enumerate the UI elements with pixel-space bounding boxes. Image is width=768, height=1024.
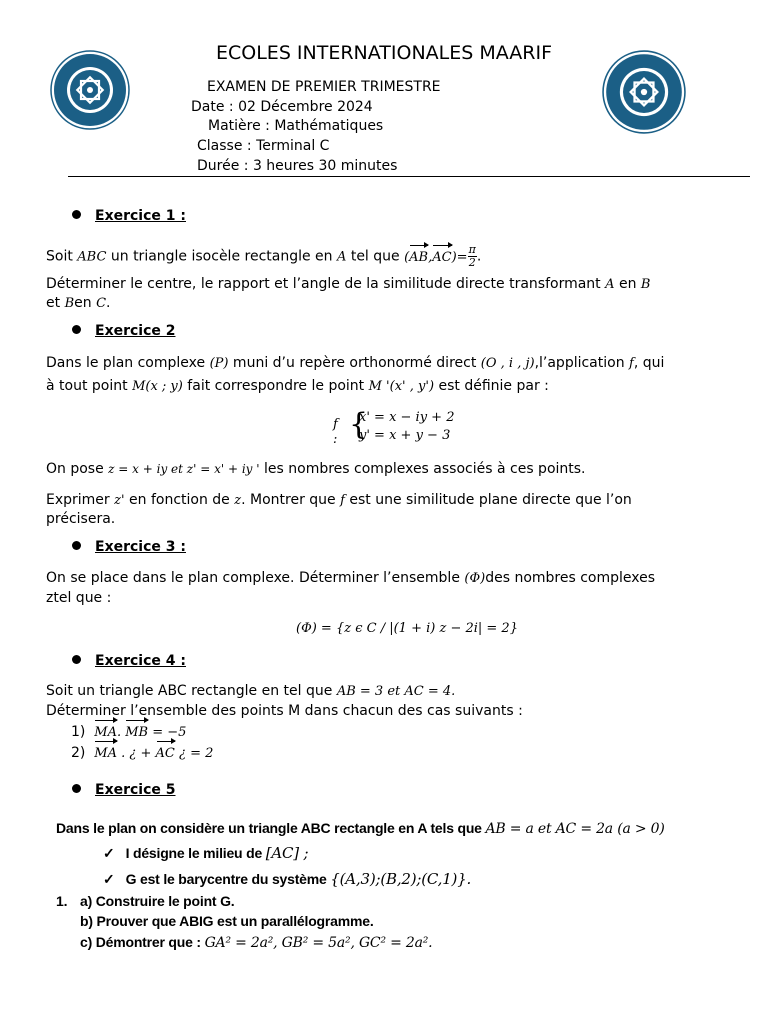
exercise-4-line-2: Déterminer l’ensemble des points M dans chacun des cas suivants : (46, 703, 523, 719)
exercise-2-line-1: Dans le plan complexe (P) muni d’u repère orthonormé direct (O , i , j),l’application f, qui (46, 355, 665, 371)
exercise-4-line-1: Soit un triangle ABC rectangle en tel que AB = 3 et AC = 4. (46, 683, 456, 699)
exercise-3-line-2: ztel que : (46, 590, 112, 606)
exam-subject: Matière : Mathématiques (208, 118, 384, 134)
check-icon: ✓ (103, 845, 115, 861)
exercise-1-line-1: Soit ABC un triangle isocèle rectangle en A tel que (AB,AC)= $\frac{\pi}{2}$ . (46, 243, 482, 269)
exercise-5-question-number: 1. (56, 893, 68, 909)
header-divider (68, 176, 750, 177)
exercise-2-line-5: précisera. (46, 511, 116, 527)
exercise-5-question-a: a) Construire le point G. (80, 893, 235, 909)
exercise-5-line-1: Dans le plan on considère un triangle ABC rectangle en A tels que AB = a et AC = 2a (a > 0) (56, 820, 665, 837)
exercise-3-line-1: On se place dans le plan complexe. Déterminer l’ensemble (Φ)des nombres complexes (46, 570, 656, 586)
exercise-2-line-4: Exprimer z' en fonction de z. Montrer que f est une similitude plane directe que l’on (46, 492, 632, 508)
exercise-4-item-1: 1) MA. MB = −5 (71, 722, 186, 743)
exercise-5-check-1: ✓ I désigne le milieu de [AC] ; (103, 844, 309, 862)
exercise-3-formula: (Φ) = {z ϵ C / |(1 + i) z − 2i| = 2} (296, 621, 518, 636)
bullet-icon (72, 210, 81, 219)
exercise-5-heading: Exercice 5 (72, 782, 176, 798)
exam-duration: Durée : 3 heures 30 minutes (197, 158, 398, 174)
exam-class: Classe : Terminal C (197, 138, 330, 154)
exercise-5-question-c: c) Démontrer que : GA² = 2a², GB² = 5a², GC² = 2a². (80, 934, 433, 951)
exercise-1-line-2: Déterminer le centre, le rapport et l’angle de la similitude directe transformant A en B (46, 276, 651, 292)
exercise-5-check-2: ✓ G est le barycentre du système {(A,3);(B,2);(C,1)}. (103, 870, 472, 888)
exercise-1-heading: Exercice 1 : (72, 208, 186, 224)
bullet-icon (72, 655, 81, 664)
exercise-3-heading: Exercice 3 : (72, 539, 186, 555)
bullet-icon (72, 541, 81, 550)
exercise-5-question-b: b) Prouver que ABIG est un parallélogramme. (80, 913, 374, 929)
exercise-4-heading: Exercice 4 : (72, 653, 186, 669)
bullet-icon (72, 325, 81, 334)
exam-date: Date : 02 Décembre 2024 (191, 99, 373, 115)
exercise-2-heading: Exercice 2 (72, 323, 176, 339)
check-icon: ✓ (103, 871, 115, 887)
bullet-icon (72, 784, 81, 793)
exercise-4-item-2: 2) MA . ¿ + AC ¿ = 2 (71, 743, 213, 764)
school-name: ECOLES INTERNATIONALES MAARIF (216, 42, 552, 64)
exam-title: EXAMEN DE PREMIER TRIMESTRE (207, 79, 441, 95)
exercise-1-line-3: et Ben C. (46, 295, 111, 311)
exercise-2-line-3: On pose z = x + iy et z' = x' + iy ' les nombres complexes associés à ces points. (46, 461, 586, 477)
exercise-2-line-2: à tout point M(x ; y) fait correspondre le point M '(x' , y') est définie par : (46, 378, 549, 394)
